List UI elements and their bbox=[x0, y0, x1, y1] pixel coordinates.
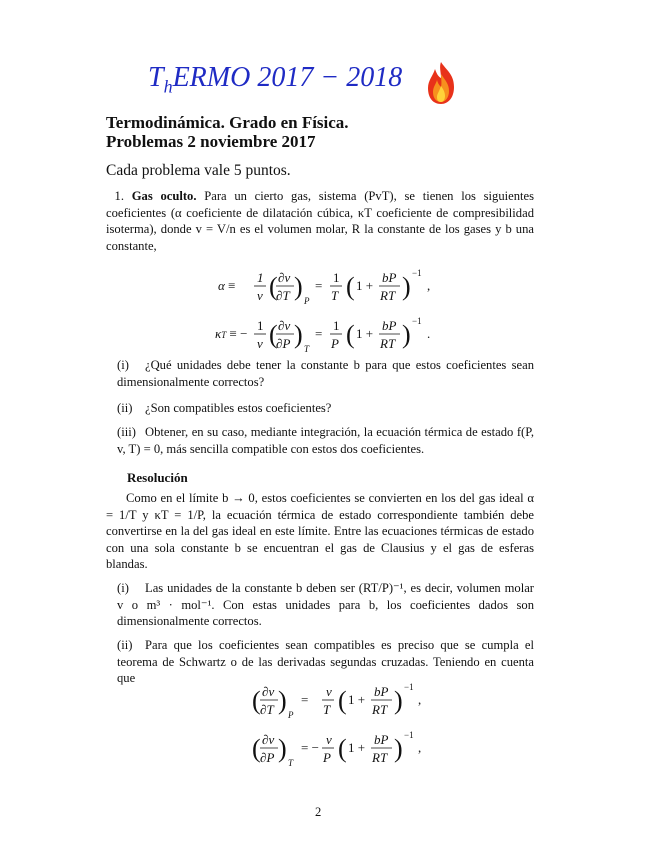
problem-number: 1. bbox=[114, 189, 124, 203]
svg-text:P: P bbox=[323, 750, 331, 765]
header-line-1: Termodinámica. Grado en Física. bbox=[106, 113, 349, 132]
svg-text:(: ( bbox=[269, 320, 278, 349]
svg-text:1: 1 bbox=[257, 270, 264, 285]
svg-text:v: v bbox=[326, 684, 332, 699]
svg-text:v: v bbox=[326, 732, 332, 747]
question-3: (iii) Obtener, en su caso, mediante integración, la ecuación térmica de estado f(P, v, T) = 0, más sencilla compatible con estos dos coeficientes. bbox=[117, 425, 534, 456]
svg-text:RT: RT bbox=[380, 336, 396, 351]
svg-text:= −: = − bbox=[301, 740, 319, 755]
svg-text:): ) bbox=[402, 272, 411, 301]
svg-text:): ) bbox=[294, 272, 303, 301]
svg-text:): ) bbox=[294, 320, 303, 349]
svg-text:=: = bbox=[315, 326, 323, 341]
derivative-equations bbox=[250, 676, 440, 771]
svg-text:∂T: ∂T bbox=[260, 702, 274, 717]
problem-title: Gas oculto. bbox=[131, 189, 197, 203]
svg-text:T: T bbox=[288, 758, 294, 768]
svg-text:,: , bbox=[418, 692, 422, 707]
svg-text:(: ( bbox=[252, 686, 261, 715]
svg-text:RT: RT bbox=[372, 702, 388, 717]
svg-text:∂v: ∂v bbox=[278, 318, 291, 333]
svg-text:(: ( bbox=[346, 272, 355, 301]
svg-text:T: T bbox=[323, 702, 331, 717]
svg-text:RT: RT bbox=[372, 750, 388, 765]
problem-intro-text: Para un cierto gas, sistema (PvT), se tienen los siguientes coeficientes (α coeficiente de dilatación cúbica, κT coeficiente de compresibilidad isoterma), donde v = V/n es el volumen molar, R la constante de los gases y b una constante, bbox=[106, 189, 535, 253]
question-2: (ii) ¿Son compatibles estos coeficientes? bbox=[117, 401, 332, 415]
svg-text:−1: −1 bbox=[412, 268, 422, 278]
svg-text:1: 1 bbox=[333, 318, 340, 333]
svg-text:1 +: 1 + bbox=[348, 740, 366, 755]
svg-text:(: ( bbox=[252, 734, 261, 763]
svg-text:T: T bbox=[331, 288, 339, 303]
svg-text:P: P bbox=[304, 296, 310, 306]
svg-text:): ) bbox=[278, 734, 287, 763]
banner-title: $T_hERMO$ 2017 − 2018 bbox=[148, 62, 403, 97]
svg-text:1: 1 bbox=[257, 318, 264, 333]
svg-text:α ≡: α ≡ bbox=[218, 278, 236, 293]
svg-text:=: = bbox=[315, 278, 323, 293]
svg-text:): ) bbox=[402, 320, 411, 349]
svg-text:P: P bbox=[331, 336, 339, 351]
svg-text:bP: bP bbox=[374, 732, 389, 747]
svg-text:T: T bbox=[304, 344, 310, 354]
problem-intro bbox=[106, 188, 534, 254]
svg-text:(: ( bbox=[338, 686, 347, 715]
svg-text:∂P: ∂P bbox=[260, 750, 275, 765]
svg-text:1 +: 1 + bbox=[356, 278, 374, 293]
svg-text:): ) bbox=[394, 686, 403, 715]
header-line-2: Problemas 2 noviembre 2017 bbox=[106, 132, 316, 151]
svg-text:∂v: ∂v bbox=[278, 270, 291, 285]
question-1: (i) ¿Qué unidades debe tener la constante b para que estos coeficientes sean dimensionalmente correctos? bbox=[117, 358, 534, 389]
svg-text:(: ( bbox=[338, 734, 347, 763]
svg-text:RT: RT bbox=[380, 288, 396, 303]
svg-text:−1: −1 bbox=[412, 316, 422, 326]
resolution-intro: Como en el límite b → 0, estos coeficientes se convierten en los del gas ideal α = 1/T y κT = 1/P, la ecuación térmica de estado correspondiente también debe convertirse en la del gas ideal en este límite. Entre las ecuaciones térmicas de estado con una sola constante b se encuentran el gas de Clausius y el gas de esferas blandas. bbox=[106, 491, 534, 571]
resolution-heading: Resolución bbox=[127, 470, 188, 485]
svg-text:bP: bP bbox=[382, 270, 397, 285]
svg-text:bP: bP bbox=[382, 318, 397, 333]
coefficient-equations bbox=[210, 262, 440, 357]
answer-2: (ii) Para que los coeficientes sean compatibles es preciso que se cumpla el teorema de Schwartz o de las derivadas segundas cruzadas. Teniendo en cuenta que bbox=[117, 638, 534, 685]
svg-text:(: ( bbox=[346, 320, 355, 349]
svg-text:): ) bbox=[278, 686, 287, 715]
svg-text:∂P: ∂P bbox=[276, 336, 291, 351]
svg-text:P: P bbox=[288, 710, 294, 720]
svg-text:∂v: ∂v bbox=[262, 732, 275, 747]
flame-icon bbox=[424, 60, 458, 106]
svg-text:.: . bbox=[427, 326, 431, 341]
svg-text:1 +: 1 + bbox=[348, 692, 366, 707]
points-note: Cada problema vale 5 puntos. bbox=[106, 162, 291, 179]
svg-text:∂v: ∂v bbox=[262, 684, 275, 699]
svg-text:∂T: ∂T bbox=[276, 288, 290, 303]
svg-text:(: ( bbox=[269, 272, 278, 301]
svg-text:1: 1 bbox=[333, 270, 340, 285]
svg-text:v: v bbox=[257, 288, 263, 303]
svg-text:,: , bbox=[418, 740, 422, 755]
document-header bbox=[106, 113, 349, 151]
page-number: 2 bbox=[315, 805, 322, 819]
svg-text:−1: −1 bbox=[404, 682, 414, 692]
svg-text:bP: bP bbox=[374, 684, 389, 699]
svg-text:): ) bbox=[394, 734, 403, 763]
svg-text:−1: −1 bbox=[404, 730, 414, 740]
svg-text:,: , bbox=[427, 278, 431, 293]
svg-text:v: v bbox=[257, 336, 263, 351]
svg-text:κT ≡ −: κT ≡ − bbox=[215, 326, 248, 341]
answer-1: (i) Las unidades de la constante b deben ser (RT/P)⁻¹, es decir, volumen molar v o m³ · mol⁻¹. Con estas unidades para b, los coeficientes dados son dimensionalmente correctos. bbox=[117, 581, 534, 628]
svg-text:1 +: 1 + bbox=[356, 326, 374, 341]
svg-text:=: = bbox=[301, 692, 309, 707]
